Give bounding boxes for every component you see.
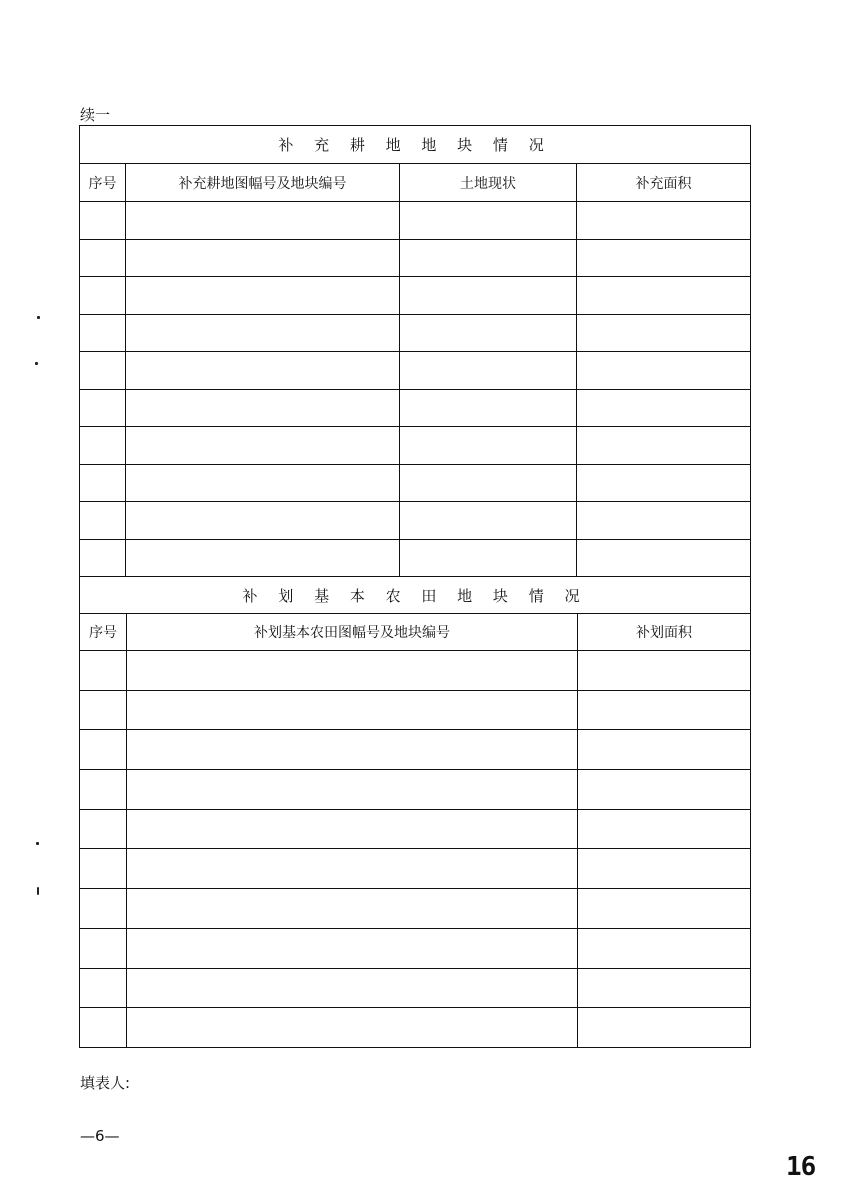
table-cell[interactable] — [578, 1008, 751, 1048]
table-cell[interactable] — [127, 849, 578, 889]
table-cell[interactable] — [577, 352, 751, 390]
table-row — [80, 1008, 751, 1048]
table-cell[interactable] — [80, 539, 126, 577]
table-cell[interactable] — [80, 968, 127, 1008]
column-header: 补充耕地图幅号及地块编号 — [126, 164, 400, 202]
table-cell[interactable] — [577, 427, 751, 465]
scan-speck — [37, 316, 40, 319]
column-header: 土地现状 — [400, 164, 577, 202]
table-cell[interactable] — [126, 464, 400, 502]
table-cell[interactable] — [577, 202, 751, 240]
table-row — [80, 849, 751, 889]
table-cell[interactable] — [577, 539, 751, 577]
table-cell[interactable] — [80, 464, 126, 502]
table-row — [80, 889, 751, 929]
column-header: 序号 — [80, 614, 127, 651]
table-cell[interactable] — [126, 539, 400, 577]
scan-speck — [36, 842, 39, 845]
table-row — [80, 968, 751, 1008]
table-cell[interactable] — [400, 389, 577, 427]
table-cell[interactable] — [80, 651, 127, 691]
table-cell[interactable] — [400, 352, 577, 390]
table-cell[interactable] — [126, 277, 400, 315]
table-cell[interactable] — [80, 730, 127, 770]
table-cell[interactable] — [578, 849, 751, 889]
table-cell[interactable] — [80, 202, 126, 240]
table-cell[interactable] — [80, 809, 127, 849]
table-row — [80, 809, 751, 849]
table-cell[interactable] — [127, 809, 578, 849]
table-cell[interactable] — [578, 809, 751, 849]
corner-stamp-number: 16 — [786, 1152, 816, 1182]
table-cell[interactable] — [400, 539, 577, 577]
table-cell[interactable] — [126, 202, 400, 240]
table-cell[interactable] — [80, 1008, 127, 1048]
table-cell[interactable] — [400, 502, 577, 540]
table-cell[interactable] — [80, 389, 126, 427]
table-cell[interactable] — [126, 427, 400, 465]
table-cell[interactable] — [127, 730, 578, 770]
table-row — [80, 464, 751, 502]
column-header: 补充面积 — [577, 164, 751, 202]
table-cell[interactable] — [80, 239, 126, 277]
table-row — [80, 277, 751, 315]
table-cell[interactable] — [80, 770, 127, 810]
table-cell[interactable] — [80, 502, 126, 540]
table-cell[interactable] — [126, 314, 400, 352]
table-row — [80, 770, 751, 810]
table-cell[interactable] — [577, 502, 751, 540]
table-row — [80, 928, 751, 968]
column-header: 序号 — [80, 164, 126, 202]
table-cell[interactable] — [577, 464, 751, 502]
table-cell[interactable] — [400, 464, 577, 502]
table-cell[interactable] — [400, 427, 577, 465]
table-cell[interactable] — [126, 352, 400, 390]
table-cell[interactable] — [577, 239, 751, 277]
table-cell[interactable] — [577, 389, 751, 427]
table-cell[interactable] — [578, 730, 751, 770]
table-cell[interactable] — [578, 690, 751, 730]
table-row — [80, 389, 751, 427]
table-cell[interactable] — [400, 202, 577, 240]
page-number: —6— — [80, 1127, 120, 1145]
table-cell[interactable] — [80, 690, 127, 730]
table-row — [80, 314, 751, 352]
table-row — [80, 651, 751, 691]
table-cell[interactable] — [80, 889, 127, 929]
table-cell[interactable] — [80, 314, 126, 352]
table-cell[interactable] — [126, 389, 400, 427]
table-row — [80, 352, 751, 390]
table-cell[interactable] — [578, 770, 751, 810]
table-row — [80, 730, 751, 770]
table-cell[interactable] — [400, 239, 577, 277]
table-cell[interactable] — [126, 239, 400, 277]
table-cell[interactable] — [127, 1008, 578, 1048]
table-cell[interactable] — [127, 651, 578, 691]
table-cell[interactable] — [400, 314, 577, 352]
column-header: 补划面积 — [578, 614, 751, 651]
table-row — [80, 427, 751, 465]
table-row — [80, 202, 751, 240]
table-cell[interactable] — [127, 968, 578, 1008]
table-cell[interactable] — [80, 427, 126, 465]
basic-farmland-table — [79, 576, 751, 1048]
table-cell[interactable] — [578, 889, 751, 929]
scan-speck — [35, 362, 38, 365]
table-row — [80, 239, 751, 277]
table-cell[interactable] — [577, 277, 751, 315]
table-cell[interactable] — [80, 352, 126, 390]
table-cell[interactable] — [127, 928, 578, 968]
table-cell[interactable] — [400, 277, 577, 315]
table-cell[interactable] — [578, 928, 751, 968]
form-filler-label: 填表人: — [80, 1074, 131, 1092]
table-cell[interactable] — [80, 849, 127, 889]
table-row — [80, 539, 751, 577]
table-cell[interactable] — [127, 690, 578, 730]
supplement-farmland-table — [79, 125, 751, 577]
table-cell[interactable] — [126, 502, 400, 540]
table-cell[interactable] — [127, 770, 578, 810]
table-cell[interactable] — [578, 968, 751, 1008]
continuation-label: 续一 — [80, 106, 111, 124]
scan-speck — [37, 887, 39, 895]
table-row — [80, 502, 751, 540]
table-cell[interactable] — [577, 314, 751, 352]
section-title: 补 划 基 本 农 田 地 块 情 况 — [80, 577, 751, 614]
table-cell[interactable] — [578, 651, 751, 691]
table-cell[interactable] — [80, 277, 126, 315]
table-cell[interactable] — [80, 928, 127, 968]
table-row — [80, 690, 751, 730]
section-title: 补 充 耕 地 地 块 情 况 — [80, 126, 751, 164]
column-header: 补划基本农田图幅号及地块编号 — [127, 614, 578, 651]
table-cell[interactable] — [127, 889, 578, 929]
